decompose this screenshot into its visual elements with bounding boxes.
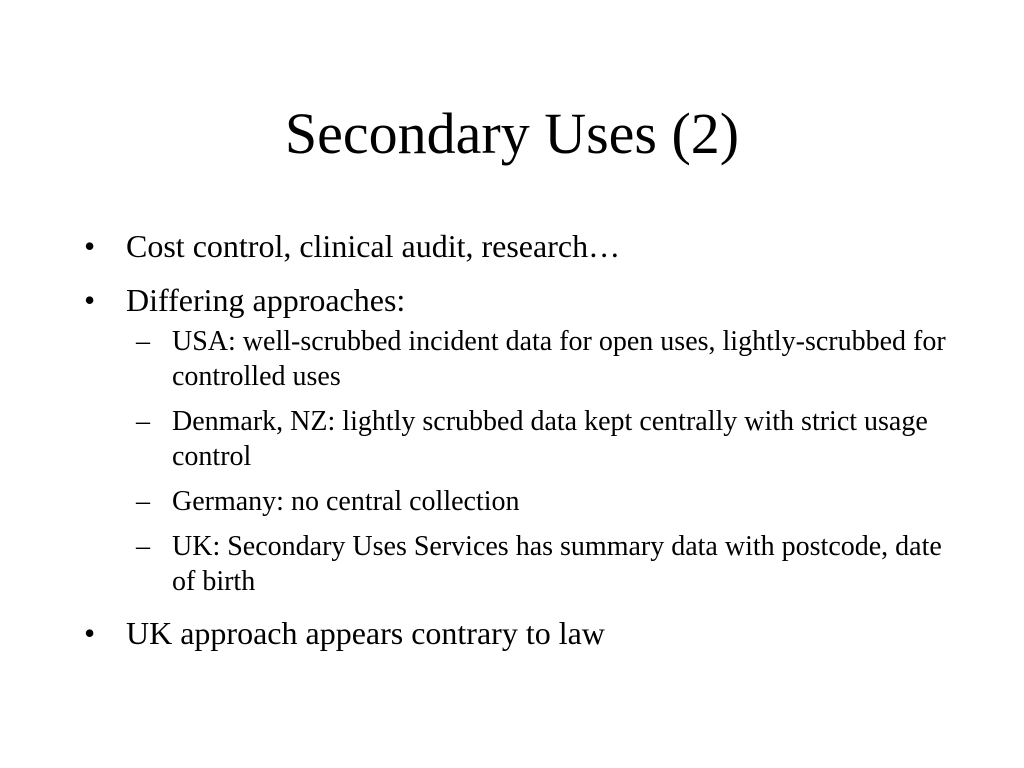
- bullet-marker-icon: •: [84, 282, 96, 318]
- sub-bullet-text: Denmark, NZ: lightly scrubbed data kept centrally with strict usage control: [172, 406, 928, 472]
- sub-bullet-item: [126, 529, 964, 599]
- dash-marker-icon: –: [136, 406, 150, 437]
- sub-bullet-text: USA: well-scrubbed incident data for open uses, lightly-scrubbed for controlled uses: [172, 326, 946, 392]
- bullet-text: Differing approaches:: [126, 282, 406, 318]
- bullet-item: [84, 226, 964, 266]
- dash-marker-icon: –: [136, 531, 150, 562]
- bullet-text: UK approach appears contrary to law: [126, 615, 605, 651]
- bullet-marker-icon: •: [84, 228, 96, 264]
- sub-bullet-text: UK: Secondary Uses Services has summary data with postcode, date of birth: [172, 531, 942, 597]
- bullet-item: [84, 280, 964, 599]
- bullet-list: [84, 226, 964, 667]
- dash-marker-icon: –: [136, 326, 150, 357]
- sub-bullet-item: [126, 404, 964, 474]
- bullet-item: [84, 613, 964, 653]
- bullet-text: Cost control, clinical audit, research…: [126, 228, 621, 264]
- dash-marker-icon: –: [136, 486, 150, 517]
- sub-bullet-list: [126, 324, 964, 599]
- sub-bullet-item: [126, 324, 964, 394]
- sub-bullet-item: [126, 484, 964, 519]
- bullet-marker-icon: •: [84, 615, 96, 651]
- slide-title: Secondary Uses (2): [284, 101, 740, 166]
- sub-bullet-text: Germany: no central collection: [172, 486, 520, 517]
